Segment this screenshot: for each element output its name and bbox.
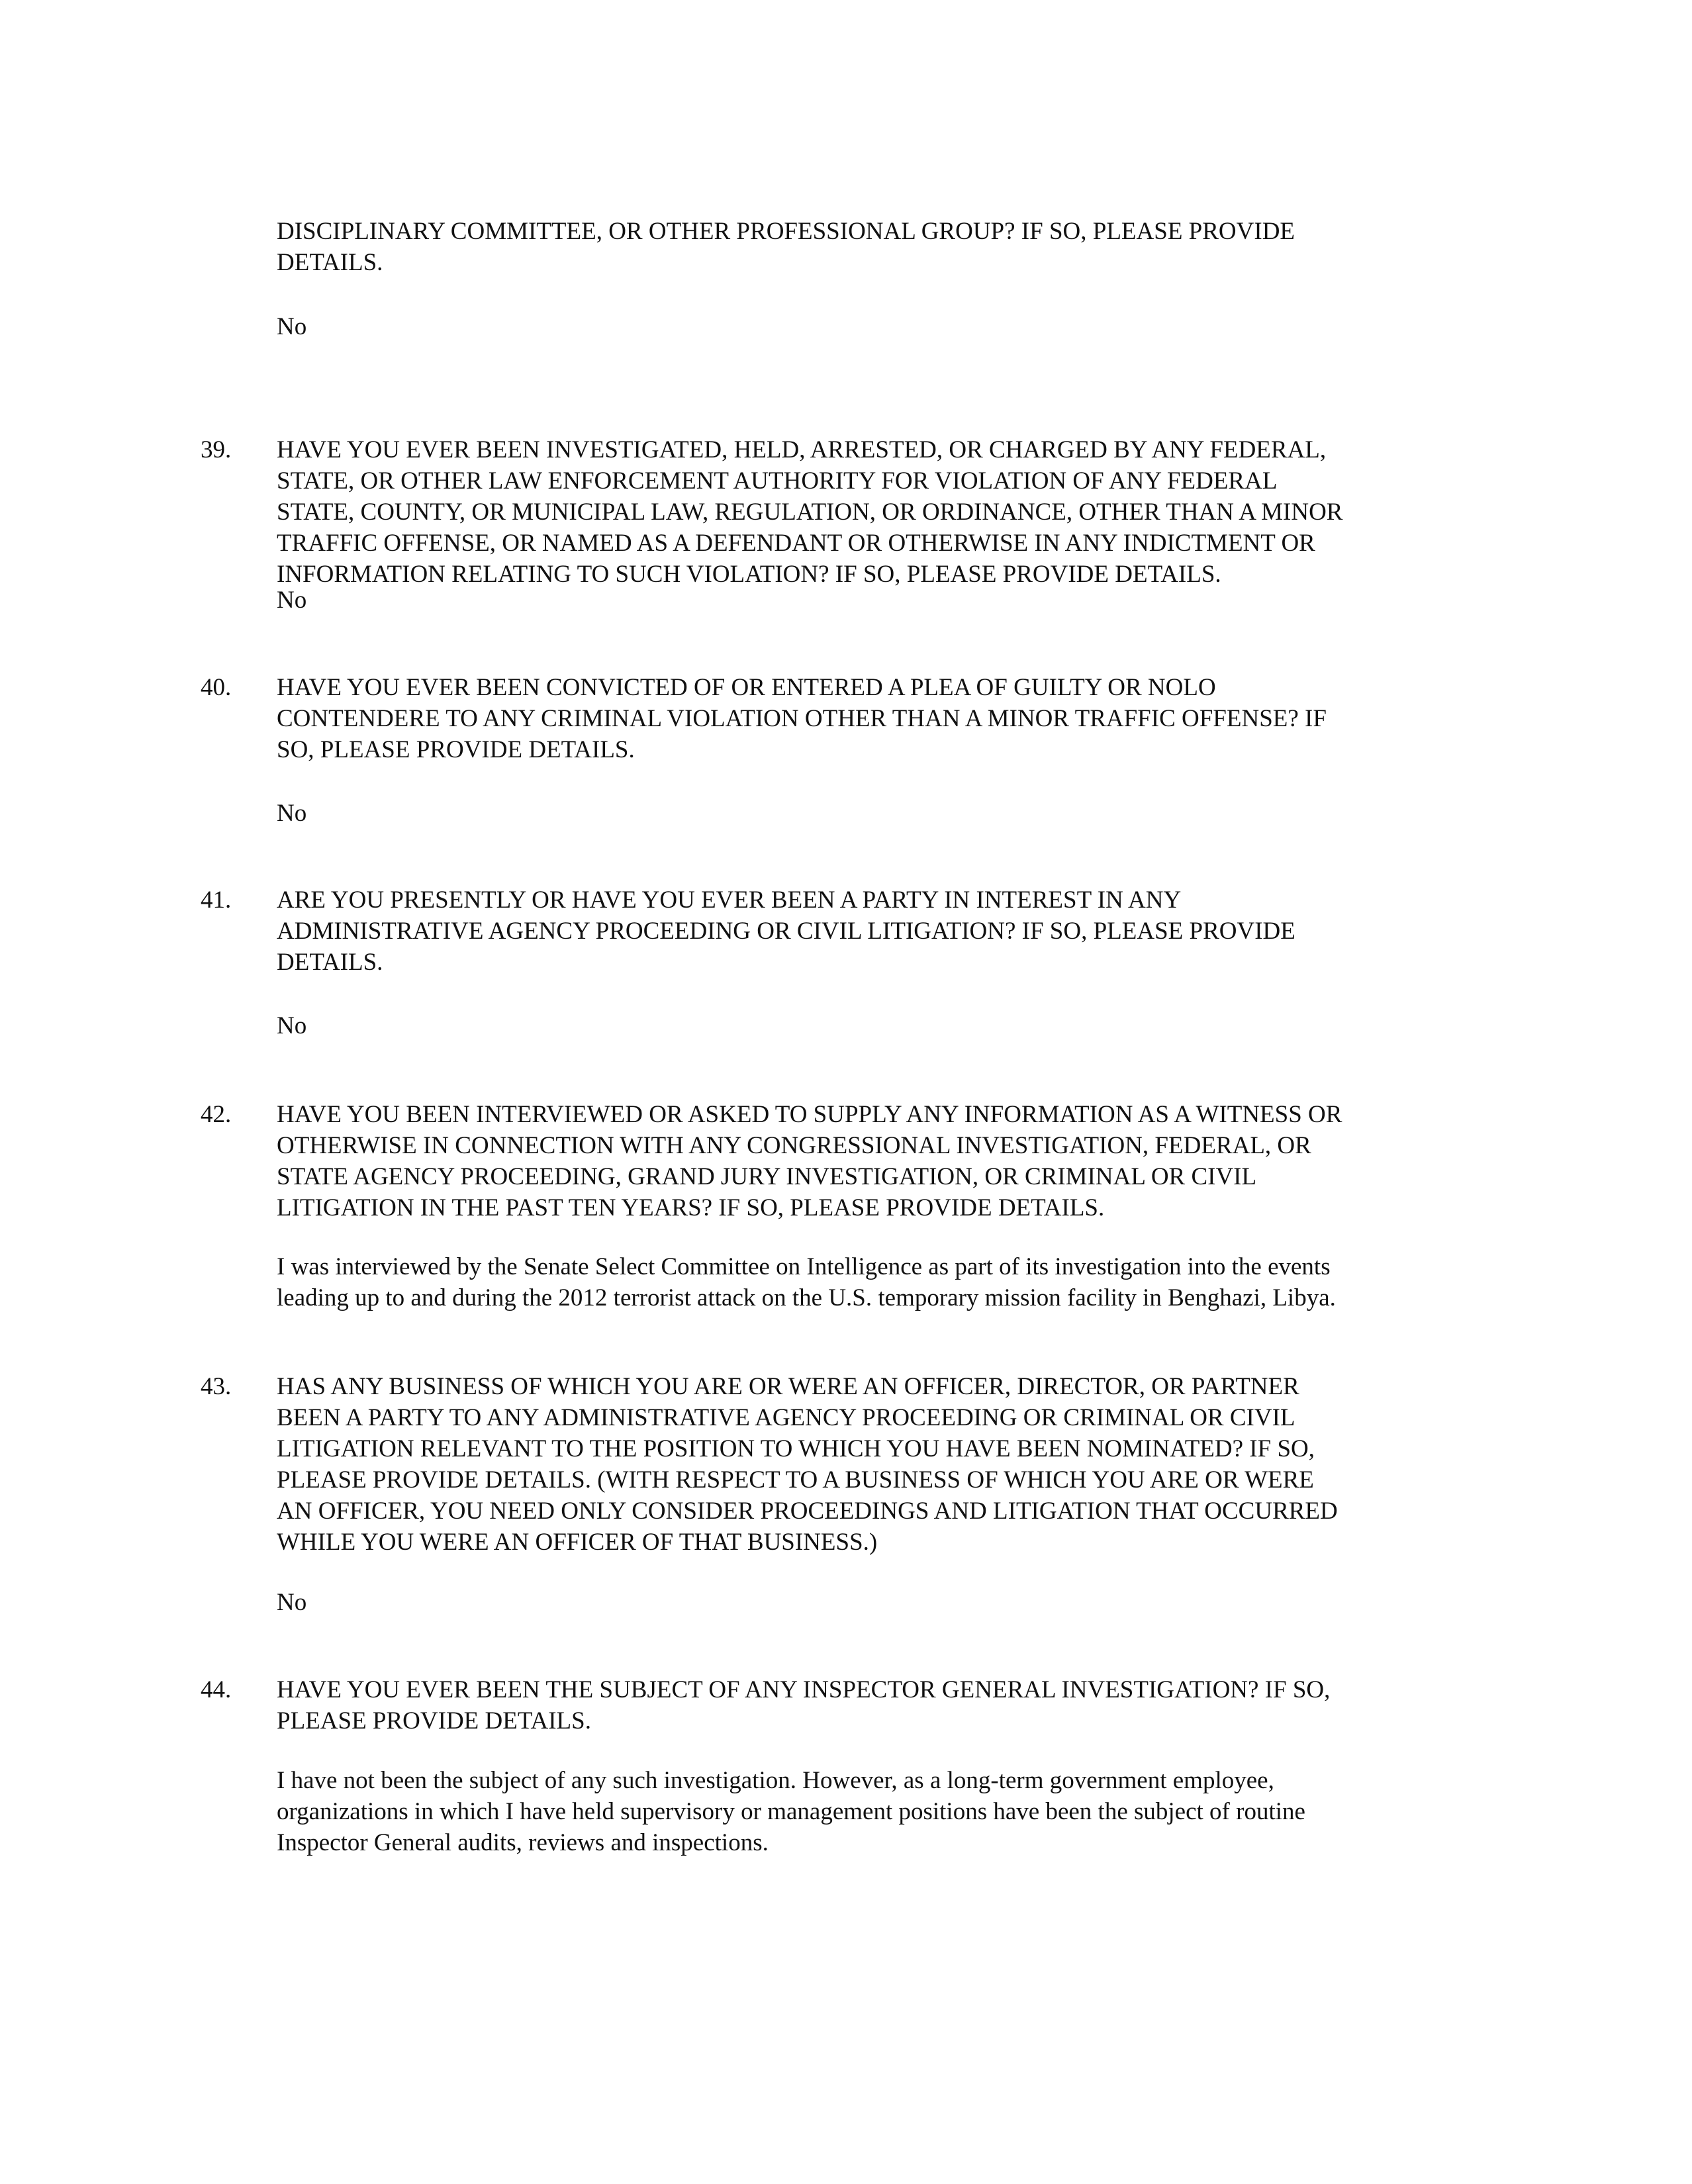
question-line: WHILE YOU WERE AN OFFICER OF THAT BUSINESS.) bbox=[277, 1529, 878, 1556]
question-line: HAVE YOU EVER BEEN THE SUBJECT OF ANY INSPECTOR GENERAL INVESTIGATION? IF SO, bbox=[277, 1676, 1331, 1703]
answer bbox=[277, 311, 1534, 342]
question-43 bbox=[201, 1371, 1525, 1558]
question-line: DISCIPLINARY COMMITTEE, OR OTHER PROFESSIONAL GROUP? IF SO, PLEASE PROVIDE bbox=[277, 218, 1295, 245]
question-text bbox=[277, 1674, 1525, 1736]
answer bbox=[277, 1587, 1534, 1618]
question-text bbox=[277, 216, 1601, 278]
question-text bbox=[277, 1099, 1525, 1223]
question-text bbox=[277, 884, 1525, 978]
question-41 bbox=[201, 884, 1525, 978]
answer bbox=[277, 798, 1534, 829]
question-number: 39. bbox=[201, 436, 232, 463]
question-text bbox=[277, 434, 1525, 590]
question-line: HAVE YOU BEEN INTERVIEWED OR ASKED TO SUPPLY ANY INFORMATION AS A WITNESS OR bbox=[277, 1101, 1342, 1128]
answer-line: organizations in which I have held supervisory or management positions have been the subject of routine bbox=[277, 1798, 1305, 1825]
question-line: LITIGATION IN THE PAST TEN YEARS? IF SO, PLEASE PROVIDE DETAILS. bbox=[277, 1194, 1105, 1221]
question-line: PLEASE PROVIDE DETAILS. (WITH RESPECT TO A BUSINESS OF WHICH YOU ARE OR WERE bbox=[277, 1466, 1314, 1494]
question-text bbox=[277, 1371, 1525, 1558]
question-40 bbox=[201, 672, 1525, 765]
question-line: ADMINISTRATIVE AGENCY PROCEEDING OR CIVIL LITIGATION? IF SO, PLEASE PROVIDE bbox=[277, 918, 1295, 945]
question-number: 40. bbox=[201, 674, 232, 701]
question-line: BEEN A PARTY TO ANY ADMINISTRATIVE AGENCY PROCEEDING OR CRIMINAL OR CIVIL bbox=[277, 1404, 1295, 1431]
question-line: SO, PLEASE PROVIDE DETAILS. bbox=[277, 736, 635, 763]
answer bbox=[277, 1251, 1534, 1313]
answer-line: I was interviewed by the Senate Select Committee on Intelligence as part of its investigation into the events bbox=[277, 1253, 1331, 1280]
answer-line: Inspector General audits, reviews and inspections. bbox=[277, 1829, 769, 1856]
question-44 bbox=[201, 1674, 1525, 1736]
answer bbox=[277, 585, 1534, 616]
answer-line: leading up to and during the 2012 terrorist attack on the U.S. temporary mission facility in Benghazi, Libya. bbox=[277, 1284, 1336, 1311]
answer-line: No bbox=[277, 313, 307, 340]
question-line: LITIGATION RELEVANT TO THE POSITION TO WHICH YOU HAVE BEEN NOMINATED? IF SO, bbox=[277, 1435, 1315, 1462]
answer bbox=[277, 1765, 1534, 1858]
question-line: INFORMATION RELATING TO SUCH VIOLATION? IF SO, PLEASE PROVIDE DETAILS. bbox=[277, 561, 1221, 588]
question-line: DETAILS. bbox=[277, 249, 383, 276]
question-continuation bbox=[277, 216, 1601, 278]
answer-line: No bbox=[277, 800, 307, 827]
question-line: HAVE YOU EVER BEEN CONVICTED OF OR ENTERED A PLEA OF GUILTY OR NOLO bbox=[277, 674, 1216, 701]
answer bbox=[277, 1010, 1534, 1041]
question-line: HAS ANY BUSINESS OF WHICH YOU ARE OR WERE AN OFFICER, DIRECTOR, OR PARTNER bbox=[277, 1373, 1299, 1400]
question-line: TRAFFIC OFFENSE, OR NAMED AS A DEFENDANT OR OTHERWISE IN ANY INDICTMENT OR bbox=[277, 530, 1315, 557]
answer-line: I have not been the subject of any such investigation. However, as a long-term government employee, bbox=[277, 1767, 1274, 1794]
question-number: 43. bbox=[201, 1373, 232, 1400]
question-line: AN OFFICER, YOU NEED ONLY CONSIDER PROCEEDINGS AND LITIGATION THAT OCCURRED bbox=[277, 1497, 1338, 1525]
question-line: PLEASE PROVIDE DETAILS. bbox=[277, 1707, 591, 1734]
question-39 bbox=[201, 434, 1525, 590]
question-number: 42. bbox=[201, 1101, 232, 1128]
question-line: STATE, OR OTHER LAW ENFORCEMENT AUTHORITY FOR VIOLATION OF ANY FEDERAL bbox=[277, 467, 1278, 495]
question-line: STATE AGENCY PROCEEDING, GRAND JURY INVESTIGATION, OR CRIMINAL OR CIVIL bbox=[277, 1163, 1257, 1190]
answer-line: No bbox=[277, 1012, 307, 1039]
question-text bbox=[277, 672, 1525, 765]
answer-line: No bbox=[277, 587, 307, 614]
question-42 bbox=[201, 1099, 1525, 1223]
question-number: 41. bbox=[201, 886, 232, 914]
answer-line: No bbox=[277, 1589, 307, 1616]
question-line: HAVE YOU EVER BEEN INVESTIGATED, HELD, ARRESTED, OR CHARGED BY ANY FEDERAL, bbox=[277, 436, 1327, 463]
question-line: CONTENDERE TO ANY CRIMINAL VIOLATION OTHER THAN A MINOR TRAFFIC OFFENSE? IF bbox=[277, 705, 1327, 732]
question-line: DETAILS. bbox=[277, 949, 383, 976]
question-number: 44. bbox=[201, 1676, 232, 1703]
question-line: OTHERWISE IN CONNECTION WITH ANY CONGRESSIONAL INVESTIGATION, FEDERAL, OR bbox=[277, 1132, 1311, 1159]
question-line: ARE YOU PRESENTLY OR HAVE YOU EVER BEEN A PARTY IN INTEREST IN ANY bbox=[277, 886, 1182, 914]
question-line: STATE, COUNTY, OR MUNICIPAL LAW, REGULATION, OR ORDINANCE, OTHER THAN A MINOR bbox=[277, 499, 1343, 526]
